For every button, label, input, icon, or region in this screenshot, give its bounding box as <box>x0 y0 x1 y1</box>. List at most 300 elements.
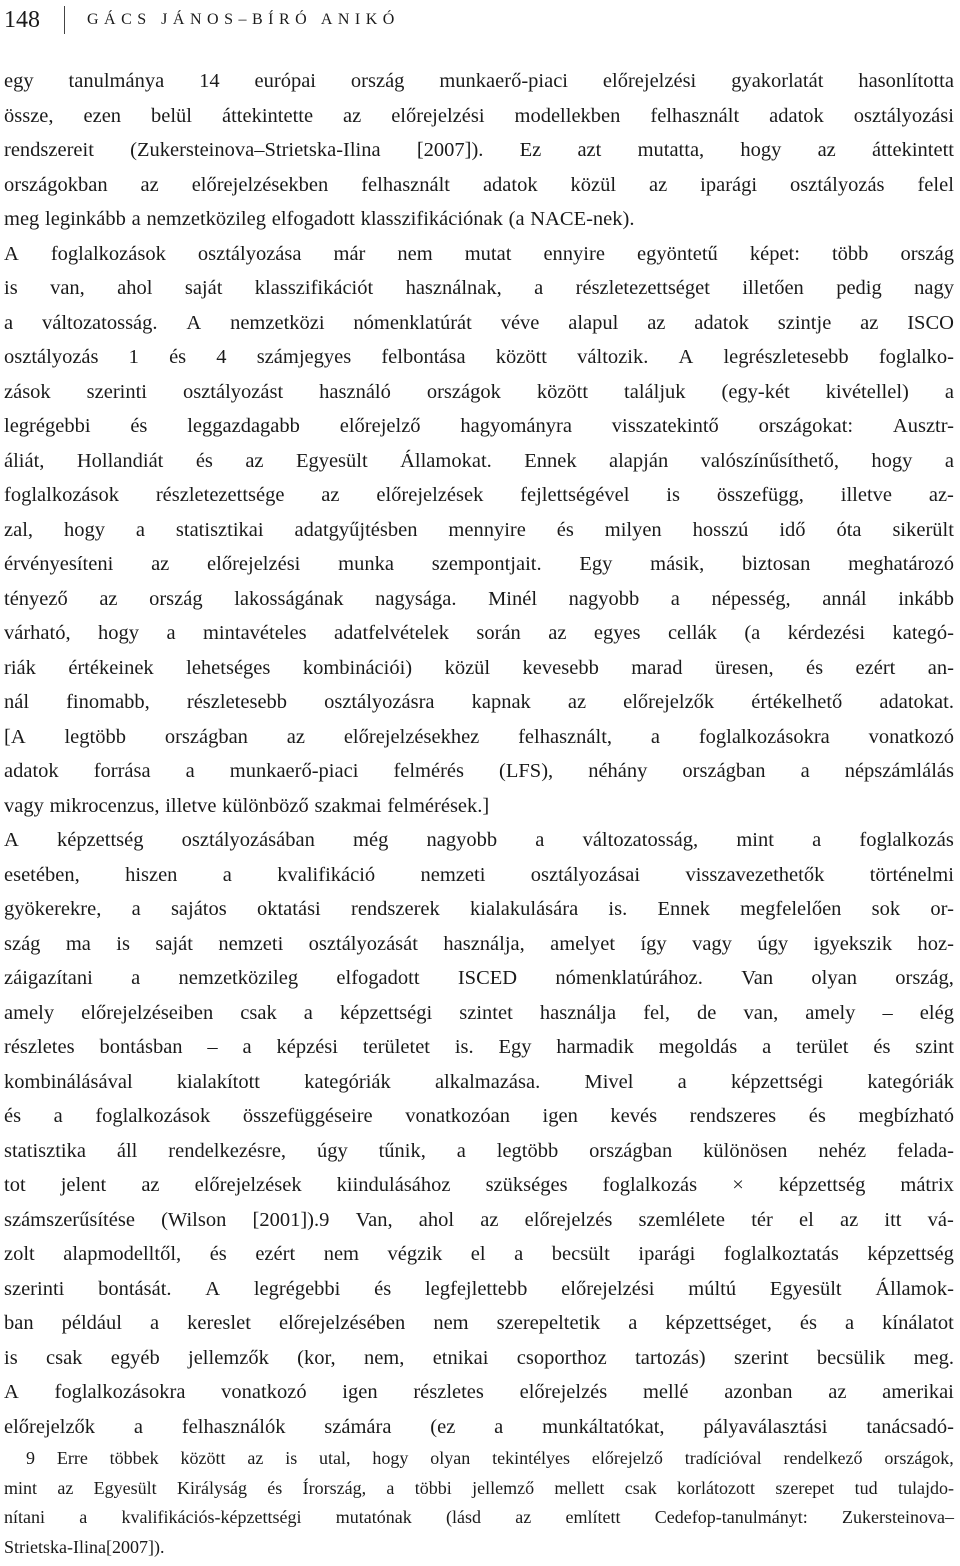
word: a <box>133 1415 144 1438</box>
word: Írország, <box>302 1477 367 1498</box>
word: országban <box>164 725 248 748</box>
word: mennyire <box>448 518 526 541</box>
word: számára <box>324 1415 392 1438</box>
word: előrejelzési <box>391 104 485 127</box>
word: amely <box>4 1001 55 1024</box>
word: a <box>944 449 954 472</box>
word: véve <box>500 311 540 334</box>
word: tartozás) <box>635 1346 706 1369</box>
word: között <box>495 346 548 368</box>
word: múltú <box>688 1277 737 1300</box>
word: között <box>180 1448 226 1468</box>
body-line <box>4 409 954 444</box>
word: × <box>732 1174 744 1196</box>
word: foglalkozásokra <box>698 725 830 748</box>
word: vonatkozó <box>221 1381 307 1403</box>
word: ahol <box>117 277 153 299</box>
word: legrészletesebb <box>723 346 849 368</box>
page-number: 148 <box>4 6 40 33</box>
word: össze, <box>4 104 54 127</box>
word: előrejelzési <box>602 70 697 92</box>
word: illetve <box>165 794 217 817</box>
word: 4 <box>216 346 227 368</box>
word: ahol <box>418 1208 455 1231</box>
word: ezen <box>83 104 122 127</box>
word: a <box>844 1312 855 1334</box>
word: a <box>535 829 545 851</box>
word: hogy <box>871 449 913 472</box>
word: nemzeti <box>218 932 284 955</box>
word: (a <box>744 622 761 644</box>
word: felbontása <box>381 346 466 368</box>
word: felhasználók <box>181 1415 286 1438</box>
word: Hollandiát <box>76 449 164 472</box>
word: statisztikai <box>175 518 264 541</box>
word: az <box>839 1208 859 1231</box>
word: előrejelzésekhez <box>343 725 480 748</box>
word: tényező <box>4 587 68 610</box>
word: jelent <box>60 1174 107 1196</box>
word: előrejelző <box>591 1448 663 1468</box>
word: előrejelzés <box>519 1381 608 1403</box>
word: an- <box>927 656 954 679</box>
word: or- <box>930 898 954 920</box>
word: saját <box>155 932 193 955</box>
body-text <box>4 64 954 1444</box>
word: elfogadott <box>271 208 355 230</box>
word: lakosságának <box>234 587 344 610</box>
word: és <box>195 449 213 472</box>
word: mintavételes <box>202 622 307 644</box>
word: foglalkozások <box>50 242 166 265</box>
word: Van, <box>355 1208 393 1231</box>
word: előrejelzések <box>376 484 484 506</box>
word: képzettség <box>56 829 144 851</box>
footnote-line <box>4 1533 954 1563</box>
word: gyakorlatát <box>731 70 824 92</box>
word: is <box>116 932 130 955</box>
word: felhasznált, <box>518 725 613 748</box>
word: ezért <box>855 656 896 679</box>
word: oktatási <box>256 898 321 920</box>
word: részletezettsége <box>155 484 285 506</box>
word: 1 <box>128 346 139 368</box>
word: vagy <box>4 794 44 817</box>
word: a <box>494 1415 504 1438</box>
word: mellé <box>642 1381 689 1403</box>
word: hosszú <box>692 518 749 541</box>
body-line <box>4 1099 954 1134</box>
word: finomabb, <box>66 691 150 713</box>
word: A <box>678 346 694 368</box>
body-line <box>4 547 954 582</box>
word: korlátozott <box>677 1477 756 1498</box>
word: olyan <box>430 1448 471 1468</box>
word: másik, <box>650 553 705 575</box>
word: Ez <box>519 139 542 161</box>
word: mint <box>4 1477 38 1498</box>
word: szerepeltetik <box>496 1312 601 1334</box>
word: kialakított <box>176 1070 260 1093</box>
body-line <box>4 651 954 686</box>
word: de <box>697 1001 717 1024</box>
word: bontásban <box>99 1036 183 1058</box>
word: pályaválasztási <box>703 1415 828 1438</box>
word: osztályozásában <box>181 829 315 851</box>
footnote-line <box>4 1474 954 1504</box>
word: népesség, <box>711 587 791 610</box>
word: előrejelző <box>339 415 421 437</box>
word: Strietska-Ilina <box>4 1536 106 1557</box>
word: áttekintette <box>221 104 314 127</box>
word: legtöbb <box>496 1139 559 1162</box>
word: még <box>353 829 389 851</box>
body-line <box>4 306 954 341</box>
word: mint <box>736 829 774 851</box>
word: adatok <box>4 760 59 782</box>
word: szerepet <box>775 1477 835 1498</box>
word: (kor, <box>297 1346 336 1369</box>
word: rendelkezésre, <box>168 1139 287 1162</box>
word: szerinti <box>86 380 147 403</box>
word: az <box>828 1381 847 1403</box>
word: cellák <box>667 622 717 644</box>
word: kivétellel) <box>825 380 909 403</box>
word: statisztika <box>4 1139 86 1162</box>
word: az- <box>928 484 954 506</box>
body-line <box>4 1065 954 1100</box>
word: fejlettségével <box>520 484 630 506</box>
word: (a <box>508 208 525 230</box>
word: területet <box>362 1036 430 1058</box>
word: Egyesült <box>93 1477 157 1498</box>
running-head: GÁCS JÁNOS–BÍRÓ ANIKÓ <box>87 11 400 28</box>
word: terület <box>796 1036 849 1058</box>
word: is <box>285 1448 298 1468</box>
body-line <box>4 1272 954 1307</box>
word: elég <box>919 1001 954 1024</box>
word: mátrix <box>900 1174 954 1196</box>
word: meg. <box>913 1346 954 1369</box>
word: Egyesült <box>295 449 368 472</box>
word: bontását. <box>98 1277 172 1300</box>
word: szakmai <box>314 794 382 817</box>
word: illetően <box>742 277 804 299</box>
word: tér <box>751 1208 773 1231</box>
word: az <box>860 311 879 334</box>
word: szint <box>915 1036 954 1058</box>
word: annál <box>822 587 867 610</box>
word: csak <box>624 1477 657 1498</box>
word: etnikai <box>432 1346 489 1369</box>
word: képzettség <box>867 1243 954 1265</box>
word: csak <box>240 1001 277 1024</box>
word: NACE-nek). <box>530 208 635 230</box>
word: népszámlálás <box>844 760 954 782</box>
word: is <box>666 484 680 506</box>
word: A <box>4 242 19 265</box>
word: összefügg, <box>716 484 804 506</box>
word: adatok <box>694 311 749 334</box>
word: van, <box>50 277 85 299</box>
word: a <box>670 587 680 610</box>
word: zal, <box>4 518 34 541</box>
word: országban <box>682 760 766 782</box>
word: amely <box>805 1001 856 1024</box>
word: és <box>806 656 824 679</box>
word: értékeinek <box>68 656 154 679</box>
word: kombinálásával <box>4 1070 133 1093</box>
word: a <box>131 898 141 920</box>
body-line <box>4 720 954 755</box>
body-line <box>4 823 954 858</box>
word: olyan <box>811 967 857 989</box>
word: (lásd <box>445 1507 481 1527</box>
word: így <box>640 932 667 955</box>
word: a <box>677 1070 687 1093</box>
word: osztályozását <box>308 932 418 955</box>
word: az <box>286 725 305 748</box>
word: hiszen <box>125 863 178 886</box>
body-line <box>4 1203 954 1238</box>
word: a <box>131 967 141 989</box>
word: legrégebbi <box>253 1277 341 1300</box>
word: foglalkozás <box>602 1174 698 1196</box>
word: kategóriák <box>867 1070 954 1093</box>
word: nál <box>4 691 30 713</box>
word: az <box>245 449 264 472</box>
body-line <box>4 789 954 824</box>
word: (egy-két <box>721 380 790 403</box>
word: elfogadott <box>336 967 420 989</box>
word: az <box>343 104 362 127</box>
word: tot <box>4 1174 26 1196</box>
word: többek <box>109 1448 159 1468</box>
body-line <box>4 996 954 1031</box>
word: belül <box>151 104 193 127</box>
word: felel <box>917 173 954 196</box>
word: van, <box>743 1001 779 1024</box>
word: és <box>799 1312 817 1334</box>
word: Királyság <box>176 1477 247 1498</box>
word: ma <box>65 932 91 955</box>
word: egyes <box>593 622 641 644</box>
word: vá- <box>927 1208 954 1231</box>
word: közül <box>570 173 617 196</box>
word: hagyományra <box>460 415 572 437</box>
word: említett <box>565 1507 621 1527</box>
word: [A <box>4 725 26 748</box>
word: nagy <box>914 277 954 299</box>
body-line <box>4 1375 954 1410</box>
word: részletes <box>4 1036 75 1058</box>
word: alapmodelltől, <box>63 1243 182 1265</box>
word: történelmi <box>869 863 954 886</box>
word: részletes <box>413 1381 484 1403</box>
word: szerint <box>733 1346 789 1369</box>
word: biztosan <box>742 553 811 575</box>
word: az <box>140 173 159 196</box>
word: amelyet <box>550 932 616 955</box>
word: kialakulására <box>470 898 579 920</box>
word: több <box>831 242 869 265</box>
word: A <box>186 311 202 334</box>
word: áliát, <box>4 449 45 472</box>
body-line <box>4 616 954 651</box>
word: illetve <box>840 484 893 506</box>
word: is <box>4 1346 18 1369</box>
word: alapján <box>609 449 669 472</box>
word: előrejelzéseiben <box>81 1001 214 1024</box>
word: megoldás <box>658 1036 738 1058</box>
word: harmadik <box>556 1036 634 1058</box>
word: részletezettséget <box>575 277 710 299</box>
word: 14 <box>199 70 220 92</box>
word: gyökerekre, <box>4 898 102 920</box>
word: munka <box>338 553 394 575</box>
word: áttekintett <box>871 139 954 161</box>
body-line <box>4 1030 954 1065</box>
word: a <box>166 622 176 644</box>
word: az <box>57 1477 74 1498</box>
word: felhasznált <box>650 104 740 127</box>
word: az <box>515 1507 532 1527</box>
word: szintet <box>459 1001 513 1024</box>
word: előrejelzési <box>207 553 301 575</box>
word: az <box>567 691 587 713</box>
body-line <box>4 685 954 720</box>
word: részletesebb <box>186 691 288 713</box>
word: már <box>333 242 366 265</box>
body-line <box>4 961 954 996</box>
word: munkáltatókat, <box>542 1415 665 1438</box>
body-line <box>4 444 954 479</box>
word: rendszereit <box>4 139 94 161</box>
word: szempontjait. <box>431 553 542 575</box>
word: nem <box>397 242 433 265</box>
word: klasszifikációnak <box>360 208 503 230</box>
word: használó <box>319 380 391 403</box>
word: meg <box>4 208 40 230</box>
word: és <box>4 1105 22 1127</box>
word: A <box>205 1277 221 1300</box>
word: az <box>548 622 567 644</box>
word: tud <box>854 1477 878 1498</box>
word: különböző <box>222 794 309 817</box>
word: a <box>185 760 195 782</box>
footnote-line <box>4 1444 954 1474</box>
word: (ez <box>430 1415 456 1438</box>
word: számszerűsítése <box>4 1208 135 1231</box>
word: előrejelzők <box>4 1415 96 1438</box>
word: modellekben <box>514 104 621 127</box>
word: változatosság, <box>582 829 699 851</box>
word: és <box>169 346 187 368</box>
word: a <box>762 1036 772 1058</box>
body-line <box>4 1237 954 1272</box>
word: megbízható <box>858 1105 954 1127</box>
word: egy <box>4 70 34 92</box>
word: és <box>808 1105 826 1127</box>
word: a <box>812 829 822 851</box>
word: várható, <box>4 622 71 644</box>
word: például <box>61 1312 122 1334</box>
word: kevés <box>610 1105 658 1127</box>
word: nómenklatúrához. <box>555 967 703 989</box>
word: a <box>534 277 544 299</box>
word: nem <box>433 1312 469 1334</box>
word: foglalko- <box>878 346 954 368</box>
word: országokban <box>4 173 108 196</box>
word: (LFS), <box>499 760 554 782</box>
body-line <box>4 99 954 134</box>
word: európai <box>254 70 316 92</box>
word: áll <box>116 1139 138 1162</box>
word: ország, <box>895 967 954 989</box>
word: összefüggéseire <box>242 1105 373 1127</box>
word: adatgyűjtésben <box>294 518 418 541</box>
word: alkalmazása. <box>434 1070 541 1093</box>
word: tanácsadó- <box>866 1415 954 1438</box>
word: munkaerő-piaci <box>229 760 359 782</box>
word: hogy <box>740 139 782 161</box>
word: hogy <box>372 1448 409 1468</box>
word: milyen <box>604 518 662 541</box>
word: legtöbb <box>64 725 126 748</box>
word: inkább <box>898 587 954 610</box>
word: Ausztr- <box>892 415 954 437</box>
word: hogy <box>63 518 105 541</box>
word: Minél <box>488 587 538 610</box>
word: az <box>321 484 340 506</box>
word: sok <box>871 898 901 920</box>
word: az <box>99 587 118 610</box>
body-line <box>4 133 954 168</box>
word: képet: <box>749 242 800 265</box>
word: – <box>207 1036 218 1058</box>
word: mutatta, <box>637 139 705 161</box>
footnotes <box>4 1444 954 1562</box>
word: tanulmánya <box>68 70 165 92</box>
word: és <box>873 1036 891 1058</box>
word: osztályozási <box>853 104 954 127</box>
word: a <box>386 1477 395 1498</box>
word: becsült <box>551 1243 610 1265</box>
word: Mivel <box>584 1070 634 1093</box>
word: használja <box>539 1001 617 1024</box>
word: során <box>476 622 521 644</box>
body-line <box>4 1341 954 1376</box>
word: előrejelzésekben <box>191 173 329 196</box>
word: az <box>480 1208 499 1231</box>
word: egyöntetű <box>636 242 718 265</box>
word: visszatekintő <box>611 415 719 437</box>
word: találjuk <box>624 380 686 403</box>
word: osztályozás <box>4 346 99 368</box>
word: kapnak <box>471 691 531 713</box>
word: (Wilson <box>161 1208 227 1231</box>
word: nagyobb <box>426 829 498 851</box>
body-line <box>4 892 954 927</box>
word: amerikai <box>882 1381 954 1403</box>
word: záigazítani <box>4 967 93 989</box>
word: a <box>456 1139 466 1162</box>
word: foglalkozás <box>859 829 954 851</box>
word: óta <box>836 518 862 541</box>
body-line <box>4 271 954 306</box>
body-line <box>4 375 954 410</box>
word: azonban <box>724 1381 793 1403</box>
